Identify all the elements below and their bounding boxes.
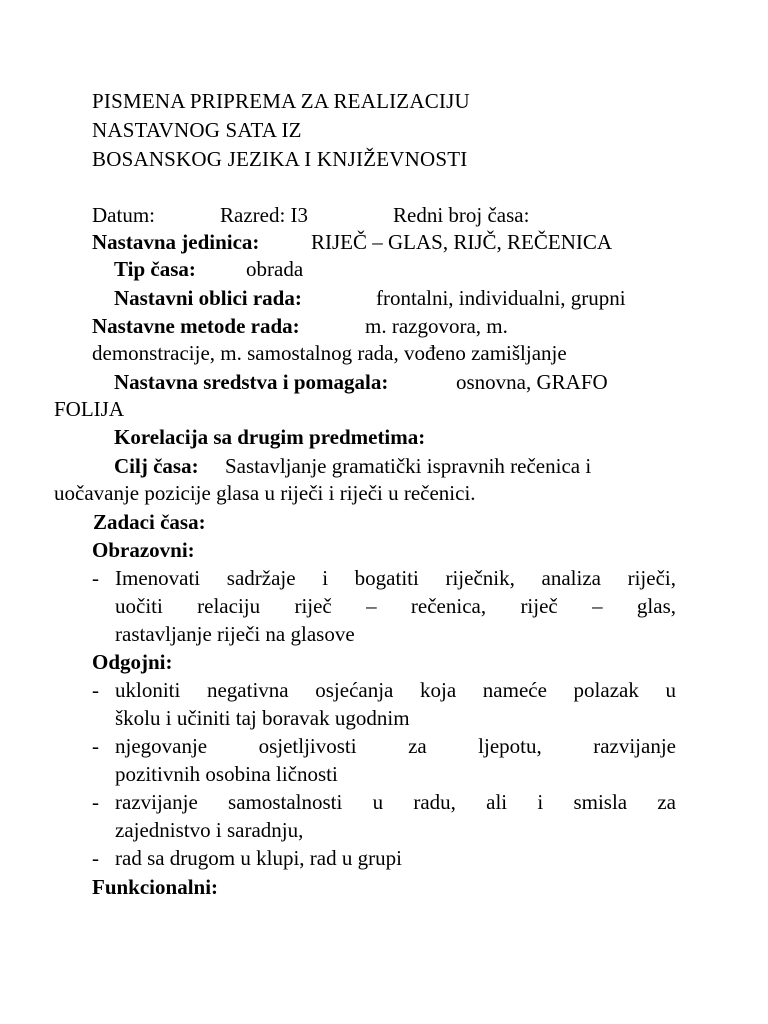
- list-bullet: -: [92, 566, 99, 590]
- datum-label: Datum:: [92, 203, 155, 227]
- odgojni-label: Odgojni:: [92, 650, 173, 674]
- obrazovni-item-1-line-3: rastavljanje riječi na glasove: [115, 622, 355, 646]
- nastavne-metode-value-1: m. razgovora, m.: [365, 314, 508, 338]
- cilj-label: Cilj časa:: [114, 454, 199, 478]
- title-line-3: BOSANSKOG JEZIKA I KNJIŽEVNOSTI: [92, 147, 468, 171]
- nastavna-sredstva-label: Nastavna sredstva i pomagala:: [114, 370, 389, 394]
- list-bullet: -: [92, 846, 99, 870]
- nastavna-jedinica-label: Nastavna jedinica:: [92, 230, 260, 254]
- redni-broj-label: Redni broj časa:: [393, 203, 530, 227]
- obrazovni-item-1-line-1: Imenovati sadržaje i bogatiti riječnik, analiza riječi,: [115, 566, 676, 590]
- cilj-value-2: uočavanje pozicije glasa u riječi i riječi u rečenici.: [54, 481, 476, 505]
- zadaci-label: Zadaci časa:: [93, 510, 206, 534]
- tip-casa-label: Tip časa:: [114, 257, 196, 281]
- nastavna-jedinica-value: RIJEČ – GLAS, RIJČ, REČENICA: [311, 230, 613, 254]
- obrazovni-item-1-line-2: uočiti relaciju riječ – rečenica, riječ – glas,: [115, 594, 676, 618]
- nastavne-metode-label: Nastavne metode rada:: [92, 314, 300, 338]
- list-bullet: -: [92, 790, 99, 814]
- odgojni-item-1-line-2: školu i učiniti taj boravak ugodnim: [115, 706, 410, 730]
- cilj-value-1: Sastavljanje gramatički ispravnih rečenica i: [225, 454, 592, 478]
- odgojni-item-3-line-1: razvijanje samostalnosti u radu, ali i smisla za: [115, 790, 676, 814]
- list-bullet: -: [92, 678, 99, 702]
- nastavni-oblici-value: frontalni, individualni, grupni: [376, 286, 626, 310]
- odgojni-item-1-line-1: ukloniti negativna osjećanja koja nameće polazak u: [115, 678, 676, 702]
- nastavna-sredstva-value-1: osnovna, GRAFO: [456, 370, 608, 394]
- funkcionalni-label: Funkcionalni:: [92, 875, 219, 899]
- odgojni-item-2-line-1: njegovanje osjetljivosti za ljepotu, razvijanje: [115, 734, 676, 758]
- razred: Razred: I3: [220, 203, 309, 227]
- nastavni-oblici-label: Nastavni oblici rada:: [114, 286, 302, 310]
- title-line-2: NASTAVNOG SATA IZ: [92, 118, 302, 142]
- tip-casa-value: obrada: [246, 257, 304, 281]
- odgojni-item-2-line-2: pozitivnih osobina ličnosti: [115, 762, 338, 786]
- korelacija-label: Korelacija sa drugim predmetima:: [114, 425, 426, 449]
- nastavna-sredstva-value-2: FOLIJA: [54, 397, 125, 421]
- list-bullet: -: [92, 734, 99, 758]
- obrazovni-label: Obrazovni:: [92, 538, 195, 562]
- odgojni-item-3-line-2: zajednistvo i saradnju,: [115, 818, 304, 842]
- title-line-1: PISMENA PRIPREMA ZA REALIZACIJU: [92, 89, 470, 113]
- nastavne-metode-value-2: demonstracije, m. samostalnog rada, vođeno zamišljanje: [92, 341, 567, 365]
- odgojni-item-4-line-1: rad sa drugom u klupi, rad u grupi: [115, 846, 402, 870]
